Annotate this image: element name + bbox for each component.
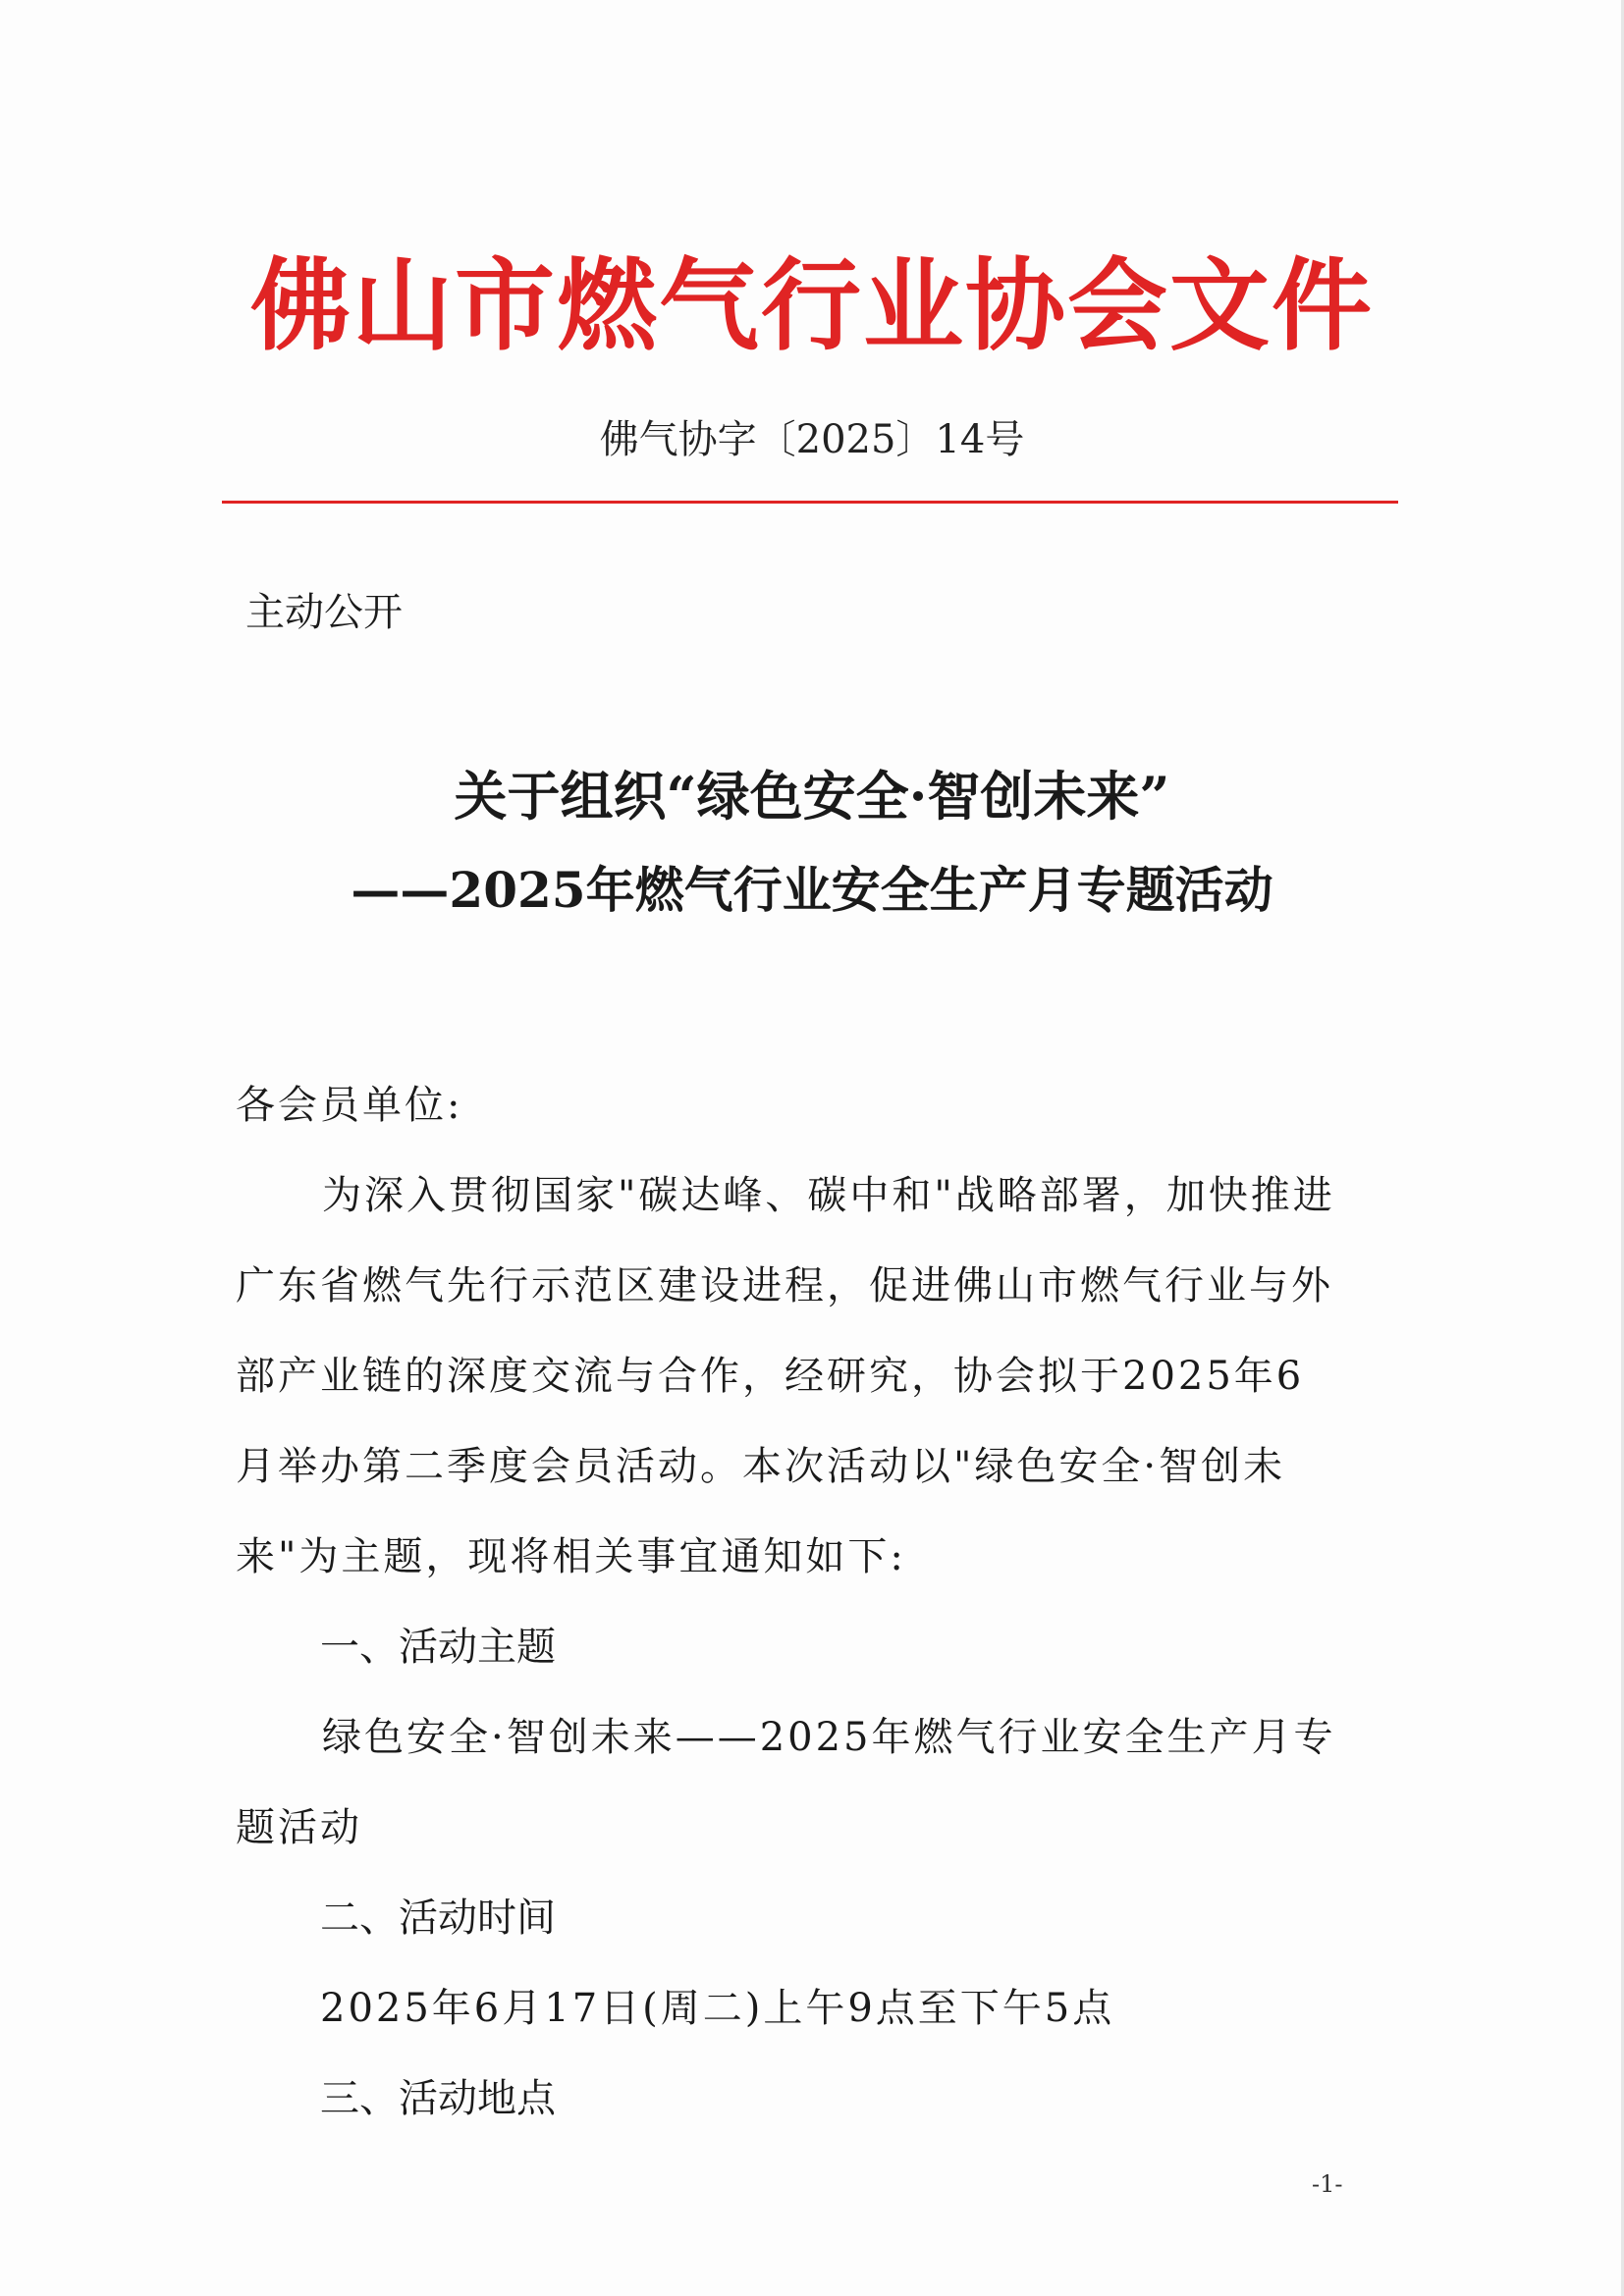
paragraph-line: 来"为主题，现将相关事宜通知如下: <box>236 1534 906 1579</box>
section-body-theme <box>236 1692 1365 1873</box>
document-subtitle: ——2025年燃气行业安全生产月专题活动 <box>351 861 1273 919</box>
header-divider <box>222 501 1398 504</box>
paragraph-line: 绿色安全·智创未来——2025年燃气行业安全生产月专 <box>322 1715 1336 1760</box>
document-number: 佛气协字〔2025〕14号 <box>599 417 1025 462</box>
paragraph-line: 广东省燃气先行示范区建设进程，促进佛山市燃气行业与外 <box>236 1263 1333 1308</box>
intro-paragraph <box>236 1150 1365 1602</box>
section-heading-time: 二、活动时间 <box>320 1896 556 1941</box>
paragraph-line: 题活动 <box>236 1805 362 1850</box>
paragraph-line: 月举办第二季度会员活动。本次活动以"绿色安全·智创未 <box>236 1444 1286 1489</box>
section-heading-location: 三、活动地点 <box>320 2076 556 2121</box>
paragraph-line: 部产业链的深度交流与合作，经研究，协会拟于2025年6 <box>236 1354 1305 1399</box>
page-number: -1- <box>1312 2170 1343 2198</box>
organization-header: 佛山市燃气行业协会文件 <box>250 248 1374 365</box>
document-title: 关于组织“绿色安全·智创未来” <box>454 765 1170 828</box>
salutation: 各会员单位: <box>236 1083 463 1128</box>
section-body-time: 2025年6月17日(周二)上午9点至下午5点 <box>320 1986 1115 2031</box>
paragraph-line: 为深入贯彻国家"碳达峰、碳中和"战略部署，加快推进 <box>322 1173 1335 1218</box>
section-heading-theme: 一、活动主题 <box>320 1625 556 1670</box>
disclosure-label: 主动公开 <box>245 590 403 635</box>
